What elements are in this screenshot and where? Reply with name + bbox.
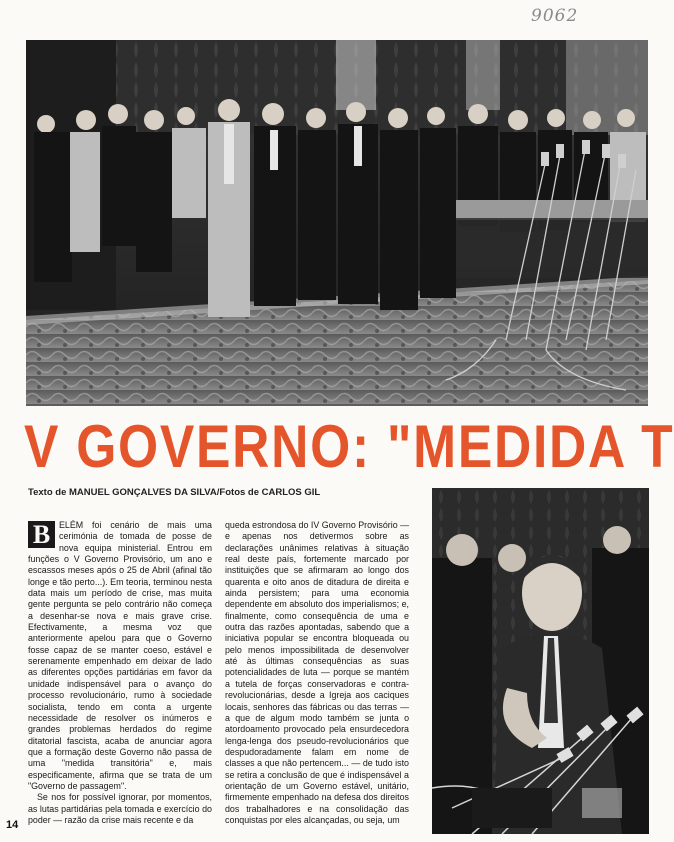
- page-number: 14: [6, 819, 19, 831]
- credits-line: Texto de MANUEL GONÇALVES DA SILVA/Fotos de CARLOS GIL: [28, 487, 321, 498]
- handwritten-annotation: 9062: [531, 6, 579, 26]
- drop-cap: B: [28, 521, 55, 548]
- article-paragraph: [28, 520, 212, 792]
- article-paragraph: queda estrondosa do IV Governo Provisório — e apenas nos detivermos sobre as declarações unânimes relativas à situação real deste país, fortemente marcado por instituições que se afirmaram ao longo dos quarenta e oito anos de ditadura de direita e ainda persistem; para uma economia dependente em absoluto dos imperialismos; e, finalmente, como consequência de uma e outra das razões apontadas, sabendo que a iniciativa popular se encontra bloqueada ou pelo menos impossibilitada de desenvolver até às últimas consequências as suas potencialidades de luta — porque se mantém a tutela de forças conservadoras e contra-revolucionárias, desde a Igreja aos caciques locais, senhores das fábricas ou das terras — a que de algum modo também se junta o atordoamento provocado pela ensurdecedora lenga-lenga dos pseudo-revolucionários que despudoradamente falam em nome de classes a que não pertencem... — de tudo isto se retira a conclusão de que é indispensável a orientação de um Governo estável, unitário, firmemente empenhado na defesa dos direitos dos trabalhadores e na consolidação das conquistas por eles alcançadas, ou seja, um: [225, 520, 410, 825]
- headline: V GOVERNO: "MEDIDA T: [24, 413, 674, 480]
- prime-minister-photo: [432, 488, 649, 834]
- article-column-2: [225, 520, 409, 826]
- paragraph-text: ELÉM foi cenário de mais uma cerimónia de tomada de posse de nova equipa ministerial. Entrou em funções o V Governo Provisório, um ano e escassos meses após o 25 de Abril (afinal tão longe e tão perto...). Em teoria, terminou nesta data mais um período de crise, mas muita gente pergunta se pelo contrário não começa a desenhar-se nova e mais grave crise. Efectivamente, a mesma voz que anteriormente apelou para que o Governo fosse capaz de se manter coeso, estável e serenamente empenhado em deixar de lado as diferentes opções partidárias em favor da unidade indispensável para o avanço do processo revolucionário, rumo à sociedade socialista, tendo em conta a urgente necessidade de resolver os inúmeros e grandes problemas herdados do regime ditatorial fascista, acaba de anunciar agora que a formação deste Governo não passa de uma "medida transitória" e, mais especificamente, afirma que se trata de um "Governo de passagem".: [28, 520, 212, 791]
- article-paragraph: Se nos for possível ignorar, por momentos, as lutas partidárias pela tomada e exercício do poder — razão da crise mais recente e da: [28, 792, 212, 825]
- swearing-in-photo: [26, 40, 648, 406]
- article-column-1: [28, 520, 212, 826]
